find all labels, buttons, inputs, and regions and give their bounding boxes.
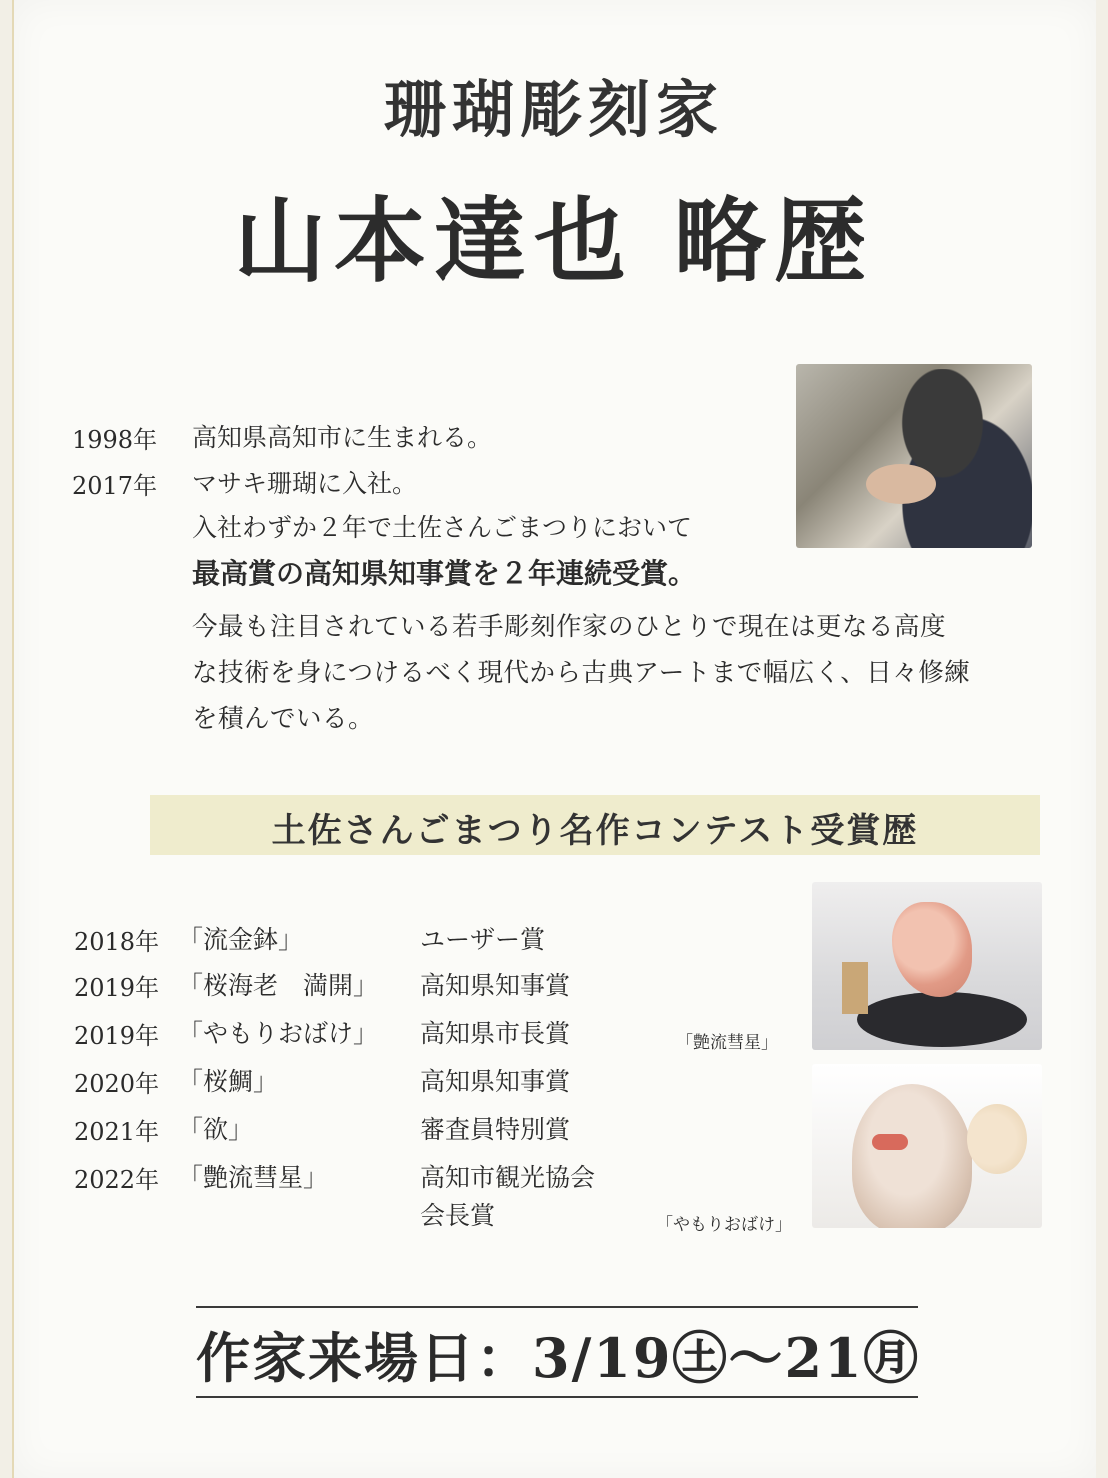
caption-gecko: 「やもりおばけ」 <box>656 1215 792 1235</box>
bio-year: 2017年 <box>72 472 158 500</box>
coral-work-photo <box>812 882 1042 1050</box>
artist-name: 山本達也 <box>233 187 634 295</box>
award-year: 2020年 <box>74 1070 160 1098</box>
award-work: 「欲」 <box>178 1115 254 1144</box>
visit-dates: 3/19㊏～21㊊ <box>532 1326 920 1390</box>
visit-label: 作家来場日： <box>196 1326 532 1390</box>
divider-bottom <box>196 1396 918 1398</box>
award-work: 「流金鉢」 <box>178 925 304 954</box>
award-work: 「桜鯛」 <box>178 1067 279 1096</box>
visit-date <box>196 1316 936 1393</box>
award-prize: ユーザー賞 <box>420 925 546 954</box>
divider-top <box>196 1306 918 1308</box>
award-prize: 審査員特別賞 <box>420 1115 571 1144</box>
award-prize: 高知県市長賞 <box>420 1019 571 1048</box>
title-name-line <box>0 168 1108 300</box>
bio-text: 高知県高知市に生まれる。 <box>192 423 493 452</box>
award-year: 2022年 <box>74 1166 160 1194</box>
award-year: 2019年 <box>74 1022 160 1050</box>
award-prize: 高知県知事賞 <box>420 971 571 1000</box>
award-year: 2019年 <box>74 974 160 1002</box>
caption-coral: 「艶流彗星」 <box>676 1033 778 1053</box>
title-suffix: 略歴 <box>674 187 875 295</box>
artist-photo <box>796 364 1032 548</box>
award-work: 「艶流彗星」 <box>178 1163 329 1192</box>
bio-year: 1998年 <box>72 426 158 454</box>
award-prize: 高知市観光協会 <box>420 1163 596 1192</box>
bio-text: マサキ珊瑚に入社。 <box>192 469 418 498</box>
bio-paragraph <box>192 604 1052 742</box>
title-occupation: 珊瑚彫刻家 <box>383 73 724 146</box>
award-prize-continued: 会長賞 <box>420 1201 496 1230</box>
award-work: 「桜海老 満開」 <box>178 971 379 1000</box>
paragraph-line: を積んでいる。 <box>192 704 375 734</box>
award-work: 「やもりおばけ」 <box>178 1019 379 1048</box>
paragraph-line: 今最も注目されている若手彫刻作家のひとりで現在は更なる高度 <box>192 612 947 642</box>
award-year: 2021年 <box>74 1118 160 1146</box>
award-prize: 高知県知事賞 <box>420 1067 571 1096</box>
bio-highlight: 最高賞の高知県知事賞を２年連続受賞。 <box>192 557 697 590</box>
paragraph-line: な技術を身につけるべく現代から古典アートまで幅広く、日々修練 <box>192 658 971 688</box>
bio-text: 入社わずか２年で土佐さんごまつりにおいて <box>192 513 693 542</box>
award-year: 2018年 <box>74 928 160 956</box>
gecko-work-photo <box>812 1064 1042 1228</box>
section-heading: 土佐さんごまつり名作コンテスト受賞歴 <box>271 811 919 851</box>
